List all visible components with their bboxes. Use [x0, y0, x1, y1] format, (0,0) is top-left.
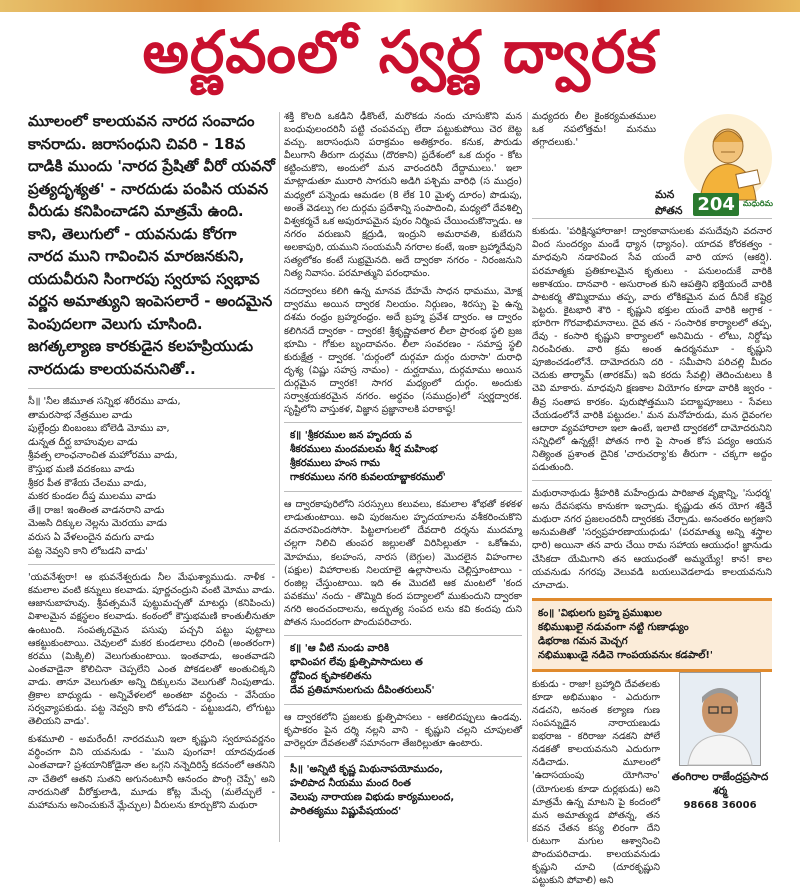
highlighted-poem-box: [532, 598, 772, 672]
author-name: తంగిరాల రాజేంద్రప్రసాద శర్మ: [671, 771, 769, 797]
body-paragraph: శక్తి కొలది ఒకడిని ఢీకొంటే, మరొకడు నందు చూసుకొని మన బంధువులందరినీ పట్టి చంపవచ్చు లేదా పట్టుకుపోయి చెర బెట్ట వచ్చు. జరాసంధుని పరాక్రమం అతిక్రూరం. కనుక, పౌరుడు వీలుగాని తీరుగా దుర్గము (దొరకాని) ప్రదేశంలో ఒక దుర్గం - కోట కట్టించుకొని, అందులో మన వారందరినీ దేద్దాములు.' ఇలా మాట్లాడుతూ మురారి సాగరుని అడిగి పశ్చిమ వారిధి (స ముద్రం) మధ్యలో పన్నెండు ఆమడల (8 లేక 10 మైళ్ళ దూరం) పొడుపు, అంతే వెడల్పు గల దుర్గమ ప్రదేశాన్ని సంపాదించి, మధ్యలో దేవశిల్పి విశ్వకర్మచే ఒక అపురూపమైన పురం నిర్మింప చేయించుకొన్నాడు. ఆ నగరం వరుణుని క్షద్రుడి, ఇంద్రుని అమరావతి, కుబేరుని అలకాపురి, యముని సంయమనీ నగరాల కంటే, ఇంకా బ్రహ్మాదేవుని సత్యలోకం కంటే సుభ్రమైనది. అదే ద్వారకా నగరం - నిరంజనుని నిత్య నివాసం. పరమాత్ముని పరంధామం.: [284, 111, 522, 280]
poem-kanda-2: క॥ 'ఆ వీటి నుండు వారికి భావింపగ లేవు క్షుత్పిపాసాదులు త ద్దోవింద కృపాకలితను దేవ ప్రతిమానులగుచు దీపింతరులున్': [290, 643, 435, 697]
logo-spacer: [532, 154, 772, 212]
divider: [28, 388, 275, 389]
episode-number: 204: [693, 193, 739, 216]
column-2: [284, 110, 522, 844]
author-box: [668, 672, 772, 844]
poem-kanda-1: క॥ 'శ్రీకరముల జన హృదయ వ శీకరములు మందమలమ శీర్ష మహింభ శ్రీకరములు హంస గామ గాకరములు నగరి కువలయాబ్జాకరముల్': [290, 430, 446, 484]
page-title: అర్ణవంలో స్వర్ణ ద్వారక: [142, 17, 658, 86]
author-photo: [679, 672, 761, 766]
body-paragraph: కుకుడు - రాజా! బ్రహ్మాది దేవతలకు కూడా అభిముఖం - ఎదురుగా నడచని, అనంత కల్యాణ గుణ సంపన్నుడైన నారాయణుడు ఐభరాజ - కరిరాజు నడకని పోలే నడకతో కాలయవనుని ఎదురుగా నడిచాడు. మూలంలో 'ఉదాసయంపు యోగినాం' (యోగులకు కూడా దుర్లభుడు) అని మాత్రమే ఉన్న మాటని పై కందంలో మన అమాత్యుడ పోతన్న, తన కవన చేతన కస్య లిరంగా దేని రుటుగా మగుల ఆశ్వానించి పొందుపరిచాడు. కాలయవనుడు కృష్ణుని చూచి (దూరకృష్ణుని పట్టుకుని పోవాలి) అని: [532, 678, 660, 887]
column-divider: [527, 112, 528, 842]
body-paragraph: నదద్వారలు కలిగి ఉన్న మానవ దేహమే సాధన ధామము, మోక్ష ద్వారము అయిన ద్వారక నిలయం. నిర్గుణం, శిరస్సు పై ఉన్న దశమ రంధ్రం బ్రహ్మరంధ్రం. అదే బ్రహ్మ ప్రవేశ ద్వారం. ఆ ద్వారం కలిగినదే ద్వారకా - ద్వారక! శ్రీకృష్ణావతార లీలా ప్రారంభ స్థలి బ్రజ భూమి - గోకుల బృందావనం. లీలా సంవరణం - సమాప్త స్థలి కురుక్షేత్ర - ద్వారక. 'దుర్గంలో దుర్గమా దుర్గం దురాసా' దురాధి దృశ్య (విష్ణు సహస్ర నామం) - దుర్ఘదాము, దుర్గమాము అయిన దుర్గమైన ద్వారక! సాగర మధ్యంలో దుర్గం. అందుకు సర్వాశ్రయకరమైన నగరం. అర్ధవం (సముద్రం)లో స్వర్ణద్వారక. సృష్టిలోని వాస్తుకళ, విజ్ఞాన ప్రజ్ఞానాలకి పరాకాష్ఠ!: [284, 286, 522, 416]
column-1: [28, 110, 275, 844]
body-paragraph: కుశమూలి - అమరేందీ! నారదముని ఇలా కృష్ణుని స్వరూపవర్ణనం వర్ధించగా విని యవనుడు - 'ముని పుంగవా! యాదవుడంత ఎంతవాడా? ప్రశయానికోడైనా తల ఒగ్గని నన్నెదిరిస్తే కదనంలో ఆతనిని నా చేతిలో ఆతని సుతని అగునంటూనీ ఆనందం పొంగ్గి చెప్పే' అని నారదునితో వీరోక్తులాడి, మూడు కోట్ల మేచ్ఛ (మలేచ్ఛులే - మహామను అనించుకునే మ్లేచ్ఛుల) వీరులను కూర్చుకొని మథురా: [28, 734, 275, 811]
divider: [284, 422, 522, 423]
column-divider: [279, 112, 280, 842]
body-paragraph: మథురానాథుడు శ్రీహరికి మహేంద్రుడు పారిజాత వృక్షాన్ని, 'సుధర్మ' అను దేవసభను కానుకగా ఇచ్చాడు. కృష్ణుడు తన యోగ శక్తిచే మథురా నగర ప్రజలందరినీ ద్వారకకు చేర్చాడు. అనంతరం అగ్రజుని అనుమతితో 'సర్వప్రహరణాయుధుడు' (పరమాత్ము అన్ని శస్త్రాల ధారి) అయినా తన వారు చేయి రామ సహాయ ఆయుధం! జ్ఞానుడు చేసికదా యేమిగాని తన ఆయుధంతో అమ్మయ్యే! కాన! కాల యవనుడు నగరపు వెలువడి బయలువెడలాడు కాలయవనుని చూచాడు.: [532, 488, 772, 591]
top-decorative-strip: [0, 0, 800, 12]
body-paragraph: 'యవనేశ్వరా! ఆ భువనేశ్వరుడు నీల మేఘశ్యాముడు. నాళీక - కమలాల వంటి కన్నులు కలవాడు. పూర్ణచంద్రుని వంటి మోము వాడు. ఆజానుబాహువు. శ్రీవత్సమనే పుట్టుమచ్చతో మాటర్లు (కనిపించు) విశాలమైన వక్షస్థలం కలవాడు. కంఠంలో కౌస్తుభమణి కాంతులీనుతూ ఉంటుంది. సంపత్కరమైన పసుపు పచ్చని పట్టు పుట్టాలు ఆకట్టుకుంటాయి. చెవులలో మకర కుండలాలు ధరించి (అంతరంగా) కరము (మిక్కిలి) వెలుగుతుంటాయి. ఇంతవాడు, అంతవాడని ఎంతవాడైనా కొలిచినా చెప్పలేని ఎంత పోకడలతో అంతుచిక్కని వాడు. తానూ వెలుగుతూ అన్ని దిక్కులను వెలుగుతో నింపుతాడు. త్రికాల బాధ్యుడు - అన్నివేళలలో అంతటా వర్ధించు - వేసేయం సర్వవ్యాపకుడు. పట్ట నెవ్వని కాని లోపడని - పట్టుబడని, లోగుట్టు తెలియని వాడు'.: [28, 572, 275, 728]
divider: [532, 218, 772, 219]
body-paragraph: ఆ ద్వారకలోని ప్రజలకు క్షుత్పిపాసలు - ఆకలిదప్పులు ఉండవు. కృపాకరం పైన దర్శి నల్లని వాని - కృష్ణుని చల్లని చూపులతో వారెల్లరూ దేవతలతో సమానంగా తేజరిల్లుతూ ఉంటారు.: [284, 712, 522, 750]
divider: [28, 564, 275, 565]
author-phone: 98668 36006: [683, 800, 757, 811]
divider: [284, 491, 522, 492]
divider: [284, 756, 522, 757]
divider: [532, 480, 772, 481]
poem-seesa-1: సీ॥ 'నీల జీమూత సన్నిభ శరీరము వాడు, తామరసాభ నేత్రముల వాడు పుల్లేంద్రు బింబంబు బోలెడి మోము వా, డున్నత దీర్ఘ బాహువుల వాడు శ్రీవత్స లాంఛనాంచిత మహోరము వాడు, కౌస్తుభ మణి వదకంబు వాడు శ్రీకర పీత కౌశేయ చేలము వాడు, మకర కుండల దీప్త ములము వాడు తే॥ రాజ! ఇంతింత వాడనరాని వాడు మెఱసి దిక్కుల నెల్లను మెరయు వాడు వరుస ఏ వేళలందైన వదుగు వాడు పట్ట నెవ్వని కాని లోబడని వాడు': [28, 396, 181, 557]
body-paragraph: కుకుడు. 'పరిక్షిన్మహారాజా! ద్వారకావాసులకు వసుదేవుని వదనార వింద సుందర్యం మండే ధ్యాన (ధ్యానం). యాదవ కోరకత్వం - మాధవుని నడారవింద సేవ యందే వారి యాస (ఆకర్షి). పరమాత్మకు ప్రతికూలమైన కృతులు - పనులందుకే వారికి అకాశయం. దానవారి - అసురాంత కుని ఆపత్తిని భక్తియందే వారికి పాటకర్మ తొమ్మిదాము తప్ప, వారు లోకికమైన మద దీనికే కష్టెర్ర పెట్టరు. కైటభారి శౌరి - కృష్ణుని భక్తుల యందే వారికి అగ్రాక - భూరిగా గొరవాభిమానాలు. దైవ తన - సంసారిక కార్యాలలో తప్ప, దేవు - కంసారి కృష్ణుని కార్యాలలో అనిమిదు - లోటు, నిర్దోషు నిరంపిరతు. వారి క్రమ అంత ఉదర్మనమూ - కృష్ణుని పూజించడంలోనే. దామోదరుని దరి - సమీపాని పరిచల్లి మీదం చెదుకు తార్మామ్ (తారకమ్) ఇవి కరదు సేవల్లి) తెదించుటలు కి చెవి మాకారు. మాధవుని క్షణకాల వియోగం కూడా వారికి జ్వరం - తీవ్ర సంతాప కారకం. పురుషోత్తముని పదాబ్జపూజలు - సేవలు చేయడంలోనే వారికి పట్టుదల.' మన మనోహరుడు, మన దైవంగల ఆదారా వ్యవహారాలా ఇలా ఉంటే, ఇలాటి ద్వారకలో దామోదరునిని సన్నిధిలో ఉన్నట్లే! పోతన గారి పై సాంత కోస పద్యం ఆయన నిత్యింత ప్రశాంత దైనిక 'చారుచర్యా'కు తీరుగా - చక్కగా అద్దం పడుతుంది.: [532, 226, 772, 473]
poem-kanda-3: కం॥ 'విభులగు బ్రహ్మ ప్రముఖుల కభిముఖులై నడువంగా నట్టి గుణాఢ్యుం డిభరాజ గమన మెచ్చగ నభిముఖుఁడై నడిచె గాంపయవనుఁ కడపాల్!': [538, 607, 713, 661]
divider: [284, 704, 522, 705]
logo-suffix: మధురిమ: [742, 198, 773, 208]
lede-paragraph: మూలంలో కాలయవన నారద సంవాదం కానరాదు. జరాసంధుని చివరి - 18వ దాడికి ముందు 'నారద ప్రేషితో వీరో యవనో ప్రత్యదృశ్యత' - నారదుడు పంపిన యవన వీరుడు కనిపించాడని మాత్రమే ఉంది. కాని, తెలుగులో - యవనుడు కోరగా నారద ముని గావించిన మారజనకుని, యదువీరుని సింగారపు స్వరూప స్వభావ వర్ణన అమాత్యుని ఇంపెసలారే - అందమైన పెంపుదలగా వెలుగు చూసింది. జగత్కల్యాణ కారకుడైన కలహప్రియుడు నారదుడు కాలయవనునితో..: [28, 112, 275, 378]
divider: [284, 635, 522, 636]
intro-paragraph: మధ్యదరు లీల కైంకర్యమతముల ఒక నపలోత్తమ! మనము తగ్గాదలుకు.': [532, 111, 656, 149]
body-paragraph: ఆ ద్వారకాపురిలోని సరస్సులు కలువలు, కమలాల శోభతో కళకళ లాడుతుంటాయి. అవి పురజనుల హృదయాలను వశీకరించుకొని వదనారవిందసోసా. పిట్టలాగులలో దేవదారి దర్శను ముదమ్మా చల్లగా నిలిచి తుంపర జల్లులతో విరిసిల్లుతూ - ఒకోఉమ, మోహము, కలహంస, నారస (బెగ్గుల) మొదలైన విహంగాల (పక్షుల) విహారాలకు నిలయాలై ఉల్లాసాలను చెల్లిస్తూంటాయి - రంజిల్ల చేస్తుంటాయి. ఇది ఈ మొదటి ఆక మంటలో 'కంద పవకము' నందు - తొమ్మిది కంద పద్యాలలో ముకుందుని ద్వారకా నగరి అందచందాలను, అద్భుత్య సంపద లను కవి కందపు దుని పోతన సుందరంగా పొందుపరిచారు.: [284, 499, 522, 628]
logo-text: మన పోతన: [655, 188, 683, 217]
poem-seesa-2: సీ॥ 'అన్నిటి కృష్ణ మిథునాపయోముదం, హలిపాద నీయము మంద రింత వెలుపు నారాయణ విభుడు కార్యములంద, పారితక్యము విష్ణుపేషయంద': [290, 764, 455, 818]
